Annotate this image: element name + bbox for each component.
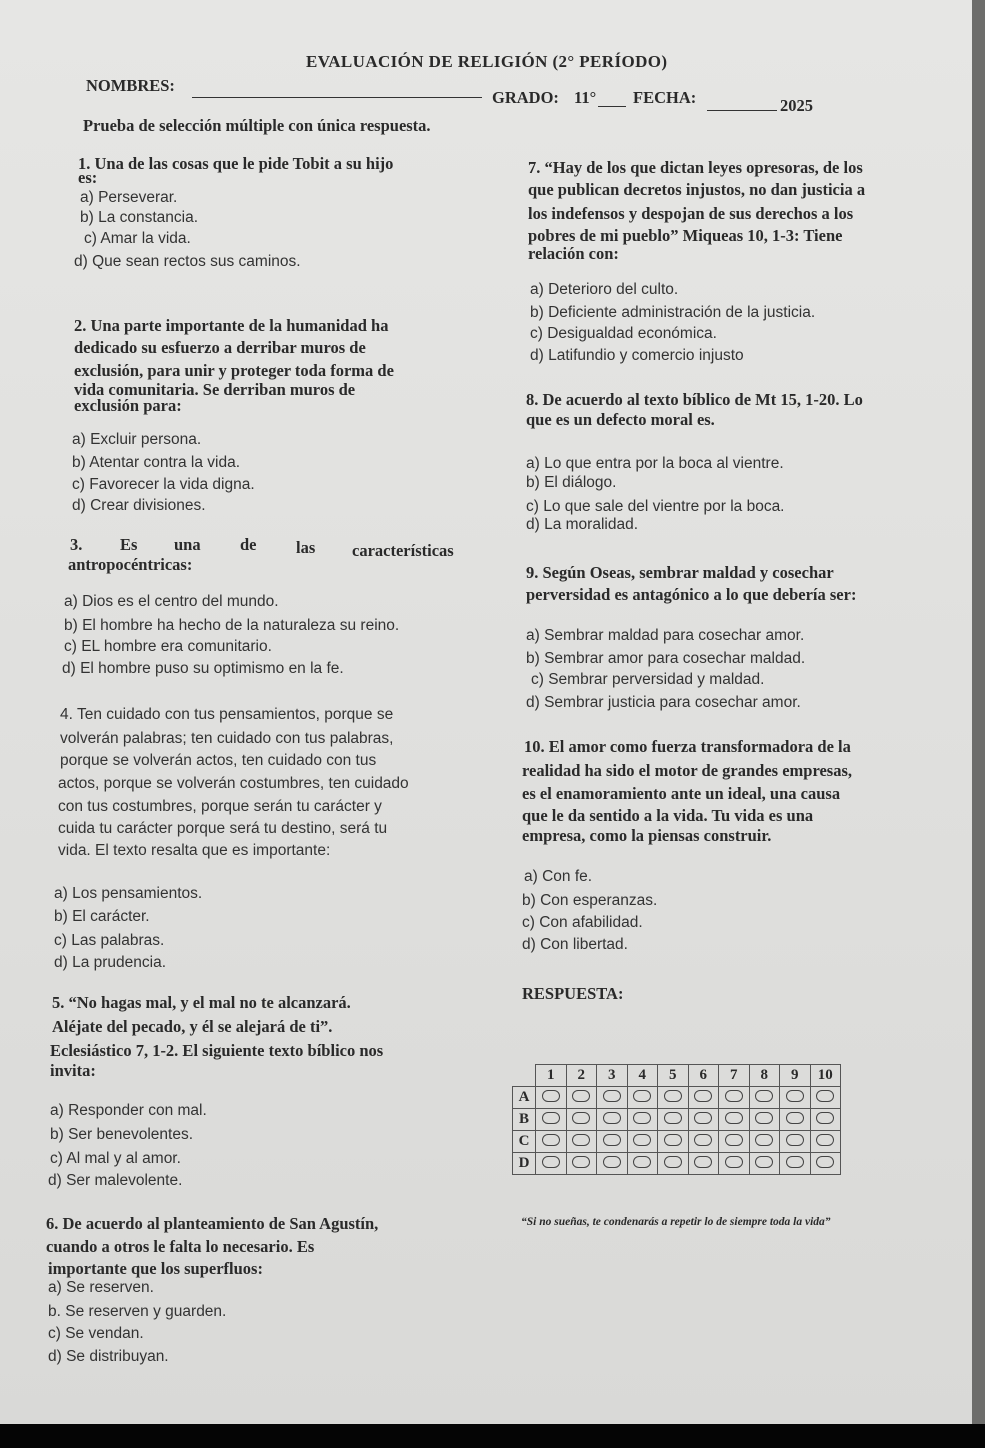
q3-stem: las <box>296 538 316 557</box>
q6-option-a: a) Se reserven. <box>48 1279 154 1296</box>
answer-bubble[interactable] <box>725 1090 743 1102</box>
q5-stem: Eclesiástico 7, 1-2. El siguiente texto bíblico nos <box>50 1041 384 1060</box>
q3-stem: Es <box>120 535 138 554</box>
answer-bubble[interactable] <box>694 1090 712 1102</box>
answer-cell[interactable] <box>658 1109 689 1131</box>
answer-bubble[interactable] <box>786 1156 804 1168</box>
answer-cell[interactable] <box>566 1087 597 1109</box>
grid-column-header: 5 <box>658 1065 689 1087</box>
grid-column-header: 6 <box>688 1065 719 1087</box>
grid-column-header: 10 <box>810 1065 841 1087</box>
q6-option-b: b. Se reserven y guarden. <box>48 1303 227 1320</box>
q1-stem: es: <box>78 168 98 187</box>
q7-stem: que publican decretos injustos, no dan justicia a <box>528 180 866 199</box>
answer-bubble[interactable] <box>633 1156 651 1168</box>
background-strip <box>0 1424 985 1448</box>
q3-option-d: d) El hombre puso su optimismo en la fe. <box>62 660 344 677</box>
q1-option-b: b) La constancia. <box>80 209 199 226</box>
q8-option-c: c) Lo que sale del vientre por la boca. <box>526 498 785 515</box>
answer-cell[interactable] <box>566 1131 597 1153</box>
answer-cell[interactable] <box>597 1087 628 1109</box>
answer-cell[interactable] <box>749 1087 780 1109</box>
fecha-value: 2025 <box>780 96 813 115</box>
answer-bubble[interactable] <box>694 1134 712 1146</box>
q7-option-d: d) Latifundio y comercio injusto <box>530 347 744 364</box>
q5-option-d: d) Ser malevolente. <box>48 1172 183 1189</box>
answer-bubble[interactable] <box>633 1090 651 1102</box>
answer-cell[interactable] <box>536 1109 567 1131</box>
q4-stem: volverán palabras; ten cuidado con tus palabras, <box>60 730 394 747</box>
q10-option-a: a) Con fe. <box>524 868 593 885</box>
answer-bubble[interactable] <box>572 1156 590 1168</box>
answer-bubble[interactable] <box>664 1156 682 1168</box>
q6-option-d: d) Se distribuyan. <box>48 1348 169 1365</box>
q4-option-a: a) Los pensamientos. <box>54 885 203 902</box>
answer-cell[interactable] <box>627 1153 658 1175</box>
answer-bubble[interactable] <box>572 1112 590 1124</box>
q2-option-b: b) Atentar contra la vida. <box>72 454 241 471</box>
q9-stem: perversidad es antagónico a lo que debería ser: <box>526 585 857 604</box>
answer-bubble[interactable] <box>603 1156 621 1168</box>
grado-value: 11° <box>574 88 597 107</box>
grado-label: GRADO: <box>492 88 559 107</box>
q7-stem: los indefensos y despojan de sus derechos a los <box>528 204 854 223</box>
q4-option-b: b) El carácter. <box>54 908 150 925</box>
answer-bubble[interactable] <box>816 1112 834 1124</box>
q7-stem: pobres de mi pueblo” Miqueas 10, 1-3: Tiene <box>528 226 843 245</box>
answer-cell[interactable] <box>566 1109 597 1131</box>
footer-quote: “Si no sueñas, te condenarás a repetir lo de siempre toda la vida” <box>521 1216 831 1228</box>
q10-stem: empresa, como la piensas construir. <box>522 826 772 845</box>
grid-row-header: C <box>513 1131 536 1153</box>
q6-stem: cuando a otros le falta lo necesario. Es <box>46 1237 315 1256</box>
answer-cell[interactable] <box>749 1131 780 1153</box>
answer-cell[interactable] <box>536 1153 567 1175</box>
q10-stem: es el enamoramiento ante un ideal, una causa <box>522 784 841 803</box>
answer-bubble[interactable] <box>603 1112 621 1124</box>
answer-bubble[interactable] <box>755 1134 773 1146</box>
q10-option-b: b) Con esperanzas. <box>522 892 658 909</box>
grid-row-header: D <box>513 1153 536 1175</box>
nombres-label: NOMBRES: <box>86 76 175 95</box>
grid-column-header: 4 <box>627 1065 658 1087</box>
q10-stem: que le da sentido a la vida. Tu vida es una <box>522 806 814 825</box>
answer-bubble[interactable] <box>572 1134 590 1146</box>
grid-row-header: B <box>513 1109 536 1131</box>
q5-option-c: c) Al mal y al amor. <box>50 1150 181 1167</box>
answer-cell[interactable] <box>780 1087 811 1109</box>
q8-option-a: a) Lo que entra por la boca al vientre. <box>526 455 784 472</box>
answer-cell[interactable] <box>810 1109 841 1131</box>
answer-cell[interactable] <box>658 1087 689 1109</box>
q8-stem: 8. De acuerdo al texto bíblico de Mt 15, 1-20. Lo <box>526 390 863 409</box>
q6-stem: 6. De acuerdo al planteamiento de San Agustín, <box>46 1214 379 1233</box>
q1-stem: 1. Una de las cosas que le pide Tobit a su hijo <box>78 154 394 173</box>
answer-bubble[interactable] <box>694 1156 712 1168</box>
answer-bubble[interactable] <box>542 1112 560 1124</box>
answer-cell[interactable] <box>566 1153 597 1175</box>
answer-bubble[interactable] <box>816 1090 834 1102</box>
q6-option-c: c) Se vendan. <box>48 1325 144 1342</box>
answer-cell[interactable] <box>719 1153 750 1175</box>
answer-cell[interactable] <box>627 1087 658 1109</box>
answer-cell[interactable] <box>627 1131 658 1153</box>
grid-column-header: 9 <box>780 1065 811 1087</box>
q1-option-d: d) Que sean rectos sus caminos. <box>74 253 301 270</box>
answer-bubble[interactable] <box>603 1134 621 1146</box>
answer-cell[interactable] <box>536 1131 567 1153</box>
q5-option-a: a) Responder con mal. <box>50 1102 207 1119</box>
answer-cell[interactable] <box>688 1109 719 1131</box>
answer-cell[interactable] <box>780 1131 811 1153</box>
grid-column-header: 2 <box>566 1065 597 1087</box>
answer-bubble[interactable] <box>755 1156 773 1168</box>
fecha-line[interactable] <box>707 110 777 111</box>
q9-option-b: b) Sembrar amor para cosechar maldad. <box>526 650 806 667</box>
q10-stem: 10. El amor como fuerza transformadora de la <box>524 737 851 756</box>
answer-cell[interactable] <box>749 1153 780 1175</box>
grado-line[interactable] <box>598 106 626 107</box>
q3-stem: 3. <box>70 535 83 554</box>
q4-stem: actos, porque se volverán costumbres, ten cuidado <box>58 775 409 792</box>
q2-option-c: c) Favorecer la vida digna. <box>72 476 255 493</box>
answer-cell[interactable] <box>780 1109 811 1131</box>
answer-bubble[interactable] <box>755 1112 773 1124</box>
nombres-line[interactable] <box>192 97 482 98</box>
answer-bubble[interactable] <box>633 1112 651 1124</box>
answer-cell[interactable] <box>658 1131 689 1153</box>
q9-option-a: a) Sembrar maldad para cosechar amor. <box>526 627 805 644</box>
answer-bubble[interactable] <box>542 1156 560 1168</box>
q2-stem: 2. Una parte importante de la humanidad ha <box>74 316 389 335</box>
q8-option-d: d) La moralidad. <box>526 516 639 533</box>
answer-cell[interactable] <box>749 1109 780 1131</box>
answer-bubble[interactable] <box>542 1090 560 1102</box>
q7-stem: 7. “Hay de los que dictan leyes opresoras, de los <box>528 158 863 177</box>
q10-option-c: c) Con afabilidad. <box>522 914 643 931</box>
q1-option-c: c) Amar la vida. <box>84 230 191 247</box>
answer-cell[interactable] <box>688 1153 719 1175</box>
grid-row-header: A <box>513 1087 536 1109</box>
answer-bubble[interactable] <box>725 1134 743 1146</box>
q4-stem: cuida tu carácter porque será tu destino, será tu <box>58 820 388 837</box>
q9-option-d: d) Sembrar justicia para cosechar amor. <box>526 694 801 711</box>
q8-stem: que es un defecto moral es. <box>526 410 715 429</box>
q3-stem: de <box>240 535 257 554</box>
q10-option-d: d) Con libertad. <box>522 936 628 953</box>
q2-stem: exclusión para: <box>74 396 182 415</box>
q4-stem: 4. Ten cuidado con tus pensamientos, porque se <box>60 706 394 723</box>
q1-option-a: a) Perseverar. <box>80 189 178 206</box>
q7-option-a: a) Deterioro del culto. <box>530 281 679 298</box>
answer-cell[interactable] <box>719 1087 750 1109</box>
q3-option-b: b) El hombre ha hecho de la naturaleza su reino. <box>64 617 400 634</box>
q5-option-b: b) Ser benevolentes. <box>50 1126 194 1143</box>
paper-edge <box>972 0 985 1424</box>
answer-cell[interactable] <box>780 1153 811 1175</box>
q4-stem: porque se volverán actos, ten cuidado con tus <box>60 752 377 769</box>
q2-option-d: d) Crear divisiones. <box>72 497 206 514</box>
q4-stem: vida. El texto resalta que es importante: <box>58 842 331 859</box>
answer-bubble[interactable] <box>786 1090 804 1102</box>
answer-bubble[interactable] <box>542 1134 560 1146</box>
q4-option-d: d) La prudencia. <box>54 954 167 971</box>
q6-stem: importante que los superfluos: <box>48 1259 263 1278</box>
answer-cell[interactable] <box>810 1153 841 1175</box>
q2-stem: exclusión, para unir y proteger toda forma de <box>74 361 394 380</box>
grid-column-header: 7 <box>719 1065 750 1087</box>
exam-title: EVALUACIÓN DE RELIGIÓN (2° PERÍODO) <box>306 52 668 71</box>
answer-cell[interactable] <box>597 1153 628 1175</box>
q3-option-c: c) EL hombre era comunitario. <box>64 638 272 655</box>
fecha-label: FECHA: <box>633 88 697 107</box>
answer-bubble[interactable] <box>786 1134 804 1146</box>
q7-stem: relación con: <box>528 244 619 263</box>
grid-column-header: 8 <box>749 1065 780 1087</box>
q3-option-a: a) Dios es el centro del mundo. <box>64 593 279 610</box>
q2-option-a: a) Excluir persona. <box>72 431 202 448</box>
q4-stem: con tus costumbres, porque serán tu carácter y <box>58 798 382 815</box>
answer-bubble[interactable] <box>664 1112 682 1124</box>
answer-grid <box>512 1064 841 1175</box>
grid-corner <box>513 1065 536 1087</box>
grid-column-header: 3 <box>597 1065 628 1087</box>
answer-bubble[interactable] <box>633 1134 651 1146</box>
answer-cell[interactable] <box>627 1109 658 1131</box>
answer-label: RESPUESTA: <box>522 984 624 1003</box>
q7-option-b: b) Deficiente administración de la justicia. <box>530 304 816 321</box>
q10-stem: realidad ha sido el motor de grandes empresas, <box>522 761 853 780</box>
answer-cell[interactable] <box>597 1109 628 1131</box>
answer-cell[interactable] <box>536 1087 567 1109</box>
answer-cell[interactable] <box>688 1131 719 1153</box>
q2-stem: dedicado su esfuerzo a derribar muros de <box>74 338 366 357</box>
answer-cell[interactable] <box>719 1131 750 1153</box>
q4-option-c: c) Las palabras. <box>54 932 165 949</box>
q3-stem: antropocéntricas: <box>68 555 193 574</box>
answer-bubble[interactable] <box>816 1156 834 1168</box>
q5-stem: Aléjate del pecado, y él se alejará de ti”. <box>52 1017 333 1036</box>
answer-bubble[interactable] <box>816 1134 834 1146</box>
q9-stem: 9. Según Oseas, sembrar maldad y cosechar <box>526 563 834 582</box>
grid-column-header: 1 <box>536 1065 567 1087</box>
answer-bubble[interactable] <box>786 1112 804 1124</box>
q3-stem: una <box>174 535 201 554</box>
q8-option-b: b) El diálogo. <box>526 474 617 491</box>
q3-stem: características <box>352 541 454 560</box>
q2-stem: vida comunitaria. Se derriban muros de <box>74 380 356 399</box>
instructions: Prueba de selección múltiple con única respuesta. <box>83 116 431 135</box>
q7-option-c: c) Desigualdad económica. <box>530 325 717 342</box>
answer-cell[interactable] <box>658 1153 689 1175</box>
answer-cell[interactable] <box>597 1131 628 1153</box>
answer-bubble[interactable] <box>664 1090 682 1102</box>
answer-cell[interactable] <box>688 1087 719 1109</box>
q5-stem: invita: <box>50 1061 96 1080</box>
answer-bubble[interactable] <box>664 1134 682 1146</box>
answer-cell[interactable] <box>810 1131 841 1153</box>
q9-option-c: c) Sembrar perversidad y maldad. <box>531 671 765 688</box>
answer-bubble[interactable] <box>725 1156 743 1168</box>
answer-bubble[interactable] <box>603 1090 621 1102</box>
answer-cell[interactable] <box>719 1109 750 1131</box>
answer-bubble[interactable] <box>694 1112 712 1124</box>
answer-bubble[interactable] <box>755 1090 773 1102</box>
answer-cell[interactable] <box>810 1087 841 1109</box>
answer-bubble[interactable] <box>572 1090 590 1102</box>
answer-bubble[interactable] <box>725 1112 743 1124</box>
q5-stem: 5. “No hagas mal, y el mal no te alcanzará. <box>52 993 351 1012</box>
